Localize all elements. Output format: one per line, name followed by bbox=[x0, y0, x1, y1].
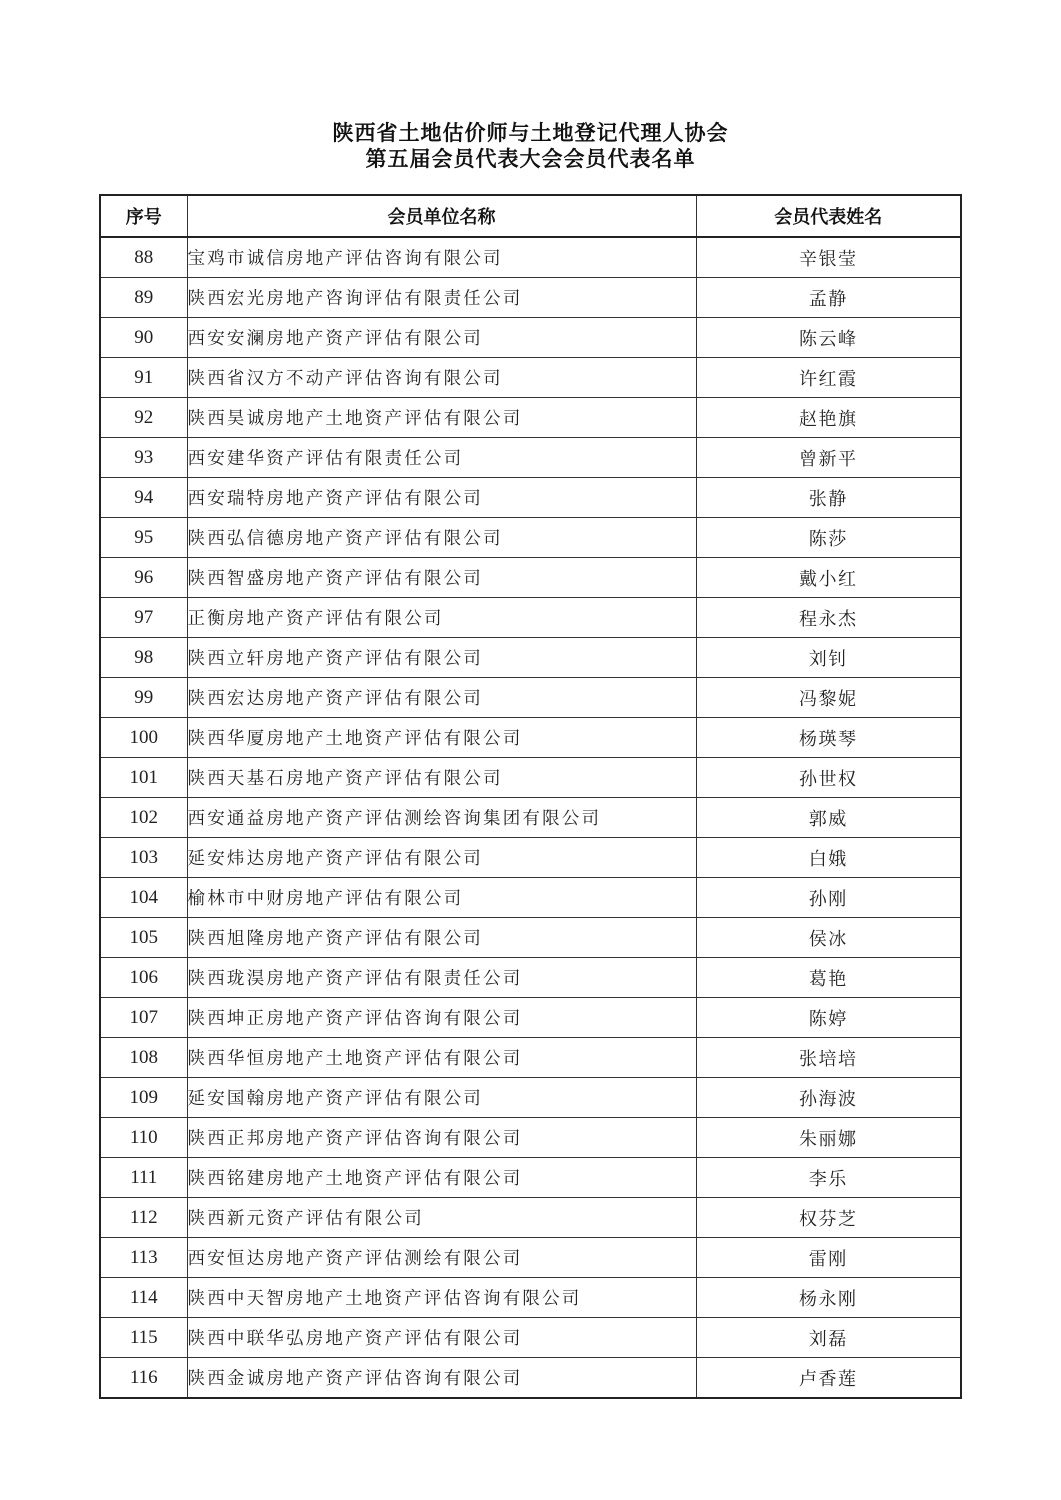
representative-name-cell: 白娥 bbox=[696, 838, 961, 878]
representative-name-cell: 卢香莲 bbox=[696, 1358, 961, 1399]
representative-name-cell: 刘磊 bbox=[696, 1318, 961, 1358]
representative-name-cell: 陈婷 bbox=[696, 998, 961, 1038]
row-number-cell: 102 bbox=[100, 798, 187, 838]
representative-name-cell: 葛艳 bbox=[696, 958, 961, 998]
table-row bbox=[100, 998, 961, 1038]
organization-name-cell: 西安通益房地产资产评估测绘咨询集团有限公司 bbox=[187, 798, 696, 838]
table-row bbox=[100, 918, 961, 958]
organization-name-cell: 西安安澜房地产资产评估有限公司 bbox=[187, 318, 696, 358]
representative-name-cell: 杨瑛琴 bbox=[696, 718, 961, 758]
representative-name-cell: 郭威 bbox=[696, 798, 961, 838]
organization-name-cell: 正衡房地产资产评估有限公司 bbox=[187, 598, 696, 638]
table-row bbox=[100, 478, 961, 518]
table-row bbox=[100, 758, 961, 798]
row-number-cell: 97 bbox=[100, 598, 187, 638]
table-row bbox=[100, 558, 961, 598]
organization-name-cell: 西安建华资产评估有限责任公司 bbox=[187, 438, 696, 478]
representative-name-cell: 张静 bbox=[696, 478, 961, 518]
row-number-cell: 98 bbox=[100, 638, 187, 678]
row-number-cell: 93 bbox=[100, 438, 187, 478]
representative-name-cell: 刘钊 bbox=[696, 638, 961, 678]
row-number-cell: 103 bbox=[100, 838, 187, 878]
organization-name-cell: 陕西昊诚房地产土地资产评估有限公司 bbox=[187, 398, 696, 438]
representative-name-cell: 孙世权 bbox=[696, 758, 961, 798]
organization-name-cell: 陕西华恒房地产土地资产评估有限公司 bbox=[187, 1038, 696, 1078]
organization-name-cell: 陕西宏光房地产咨询评估有限责任公司 bbox=[187, 278, 696, 318]
table-row bbox=[100, 278, 961, 318]
row-number-cell: 116 bbox=[100, 1358, 187, 1399]
row-number-cell: 89 bbox=[100, 278, 187, 318]
representative-name-cell: 冯黎妮 bbox=[696, 678, 961, 718]
table-row bbox=[100, 438, 961, 478]
row-number-cell: 100 bbox=[100, 718, 187, 758]
row-number-cell: 88 bbox=[100, 237, 187, 278]
representative-name-cell: 孙海波 bbox=[696, 1078, 961, 1118]
table-row bbox=[100, 958, 961, 998]
table-row bbox=[100, 1358, 961, 1399]
organization-name-cell: 宝鸡市诚信房地产评估咨询有限公司 bbox=[187, 237, 696, 278]
column-header-organization: 会员单位名称 bbox=[187, 195, 696, 237]
representative-name-cell: 曾新平 bbox=[696, 438, 961, 478]
organization-name-cell: 陕西坤正房地产资产评估咨询有限公司 bbox=[187, 998, 696, 1038]
row-number-cell: 91 bbox=[100, 358, 187, 398]
representative-name-cell: 雷刚 bbox=[696, 1238, 961, 1278]
column-header-number: 序号 bbox=[100, 195, 187, 237]
row-number-cell: 96 bbox=[100, 558, 187, 598]
representatives-table bbox=[99, 194, 962, 1399]
organization-name-cell: 陕西智盛房地产资产评估有限公司 bbox=[187, 558, 696, 598]
representative-name-cell: 李乐 bbox=[696, 1158, 961, 1198]
row-number-cell: 108 bbox=[100, 1038, 187, 1078]
organization-name-cell: 陕西铭建房地产土地资产评估有限公司 bbox=[187, 1158, 696, 1198]
representative-name-cell: 辛银莹 bbox=[696, 237, 961, 278]
table-body bbox=[100, 237, 961, 1398]
organization-name-cell: 榆林市中财房地产评估有限公司 bbox=[187, 878, 696, 918]
table-row bbox=[100, 398, 961, 438]
table-row bbox=[100, 878, 961, 918]
representative-name-cell: 孟静 bbox=[696, 278, 961, 318]
organization-name-cell: 陕西旭隆房地产资产评估有限公司 bbox=[187, 918, 696, 958]
row-number-cell: 101 bbox=[100, 758, 187, 798]
row-number-cell: 99 bbox=[100, 678, 187, 718]
row-number-cell: 110 bbox=[100, 1118, 187, 1158]
table-row bbox=[100, 1158, 961, 1198]
table-row bbox=[100, 598, 961, 638]
column-header-representative: 会员代表姓名 bbox=[696, 195, 961, 237]
table-row bbox=[100, 358, 961, 398]
row-number-cell: 92 bbox=[100, 398, 187, 438]
organization-name-cell: 陕西中联华弘房地产资产评估有限公司 bbox=[187, 1318, 696, 1358]
table-row bbox=[100, 318, 961, 358]
organization-name-cell: 陕西立轩房地产资产评估有限公司 bbox=[187, 638, 696, 678]
row-number-cell: 107 bbox=[100, 998, 187, 1038]
table-row bbox=[100, 1318, 961, 1358]
representative-name-cell: 朱丽娜 bbox=[696, 1118, 961, 1158]
representative-name-cell: 杨永刚 bbox=[696, 1278, 961, 1318]
row-number-cell: 94 bbox=[100, 478, 187, 518]
table-row bbox=[100, 838, 961, 878]
row-number-cell: 90 bbox=[100, 318, 187, 358]
representative-name-cell: 程永杰 bbox=[696, 598, 961, 638]
organization-name-cell: 陕西天基石房地产资产评估有限公司 bbox=[187, 758, 696, 798]
row-number-cell: 114 bbox=[100, 1278, 187, 1318]
table-row bbox=[100, 1238, 961, 1278]
title-line-subject: 第五届会员代表大会会员代表名单 bbox=[365, 147, 696, 171]
organization-name-cell: 陕西华厦房地产土地资产评估有限公司 bbox=[187, 718, 696, 758]
organization-name-cell: 陕西省汉方不动产评估咨询有限公司 bbox=[187, 358, 696, 398]
row-number-cell: 113 bbox=[100, 1238, 187, 1278]
row-number-cell: 105 bbox=[100, 918, 187, 958]
organization-name-cell: 陕西金诚房地产资产评估咨询有限公司 bbox=[187, 1358, 696, 1399]
representative-name-cell: 戴小红 bbox=[696, 558, 961, 598]
table-row bbox=[100, 518, 961, 558]
table-row bbox=[100, 638, 961, 678]
table-header bbox=[100, 195, 961, 237]
row-number-cell: 104 bbox=[100, 878, 187, 918]
representative-name-cell: 陈莎 bbox=[696, 518, 961, 558]
row-number-cell: 106 bbox=[100, 958, 187, 998]
organization-name-cell: 陕西弘信德房地产资产评估有限公司 bbox=[187, 518, 696, 558]
organization-name-cell: 陕西中天智房地产土地资产评估咨询有限公司 bbox=[187, 1278, 696, 1318]
organization-name-cell: 西安瑞特房地产资产评估有限公司 bbox=[187, 478, 696, 518]
representative-name-cell: 赵艳旗 bbox=[696, 398, 961, 438]
row-number-cell: 95 bbox=[100, 518, 187, 558]
row-number-cell: 111 bbox=[100, 1158, 187, 1198]
representative-name-cell: 侯冰 bbox=[696, 918, 961, 958]
representative-name-cell: 孙刚 bbox=[696, 878, 961, 918]
organization-name-cell: 陕西新元资产评估有限公司 bbox=[187, 1198, 696, 1238]
row-number-cell: 112 bbox=[100, 1198, 187, 1238]
representative-name-cell: 许红霞 bbox=[696, 358, 961, 398]
organization-name-cell: 陕西正邦房地产资产评估咨询有限公司 bbox=[187, 1118, 696, 1158]
row-number-cell: 115 bbox=[100, 1318, 187, 1358]
document-title bbox=[0, 120, 1061, 172]
table-row bbox=[100, 678, 961, 718]
representative-name-cell: 张培培 bbox=[696, 1038, 961, 1078]
table-row bbox=[100, 1118, 961, 1158]
representative-name-cell: 陈云峰 bbox=[696, 318, 961, 358]
representative-name-cell: 权芬芝 bbox=[696, 1198, 961, 1238]
organization-name-cell: 陕西宏达房地产资产评估有限公司 bbox=[187, 678, 696, 718]
table-row bbox=[100, 1078, 961, 1118]
organization-name-cell: 陕西珑淏房地产资产评估有限责任公司 bbox=[187, 958, 696, 998]
table-row bbox=[100, 1038, 961, 1078]
table-row bbox=[100, 237, 961, 278]
table-row bbox=[100, 1278, 961, 1318]
organization-name-cell: 西安恒达房地产资产评估测绘有限公司 bbox=[187, 1238, 696, 1278]
row-number-cell: 109 bbox=[100, 1078, 187, 1118]
organization-name-cell: 延安国翰房地产资产评估有限公司 bbox=[187, 1078, 696, 1118]
table-row bbox=[100, 798, 961, 838]
organization-name-cell: 延安炜达房地产资产评估有限公司 bbox=[187, 838, 696, 878]
title-line-organization: 陕西省土地估价师与土地登记代理人协会 bbox=[332, 121, 729, 145]
table-row bbox=[100, 718, 961, 758]
table-row bbox=[100, 1198, 961, 1238]
header-row bbox=[100, 195, 961, 237]
